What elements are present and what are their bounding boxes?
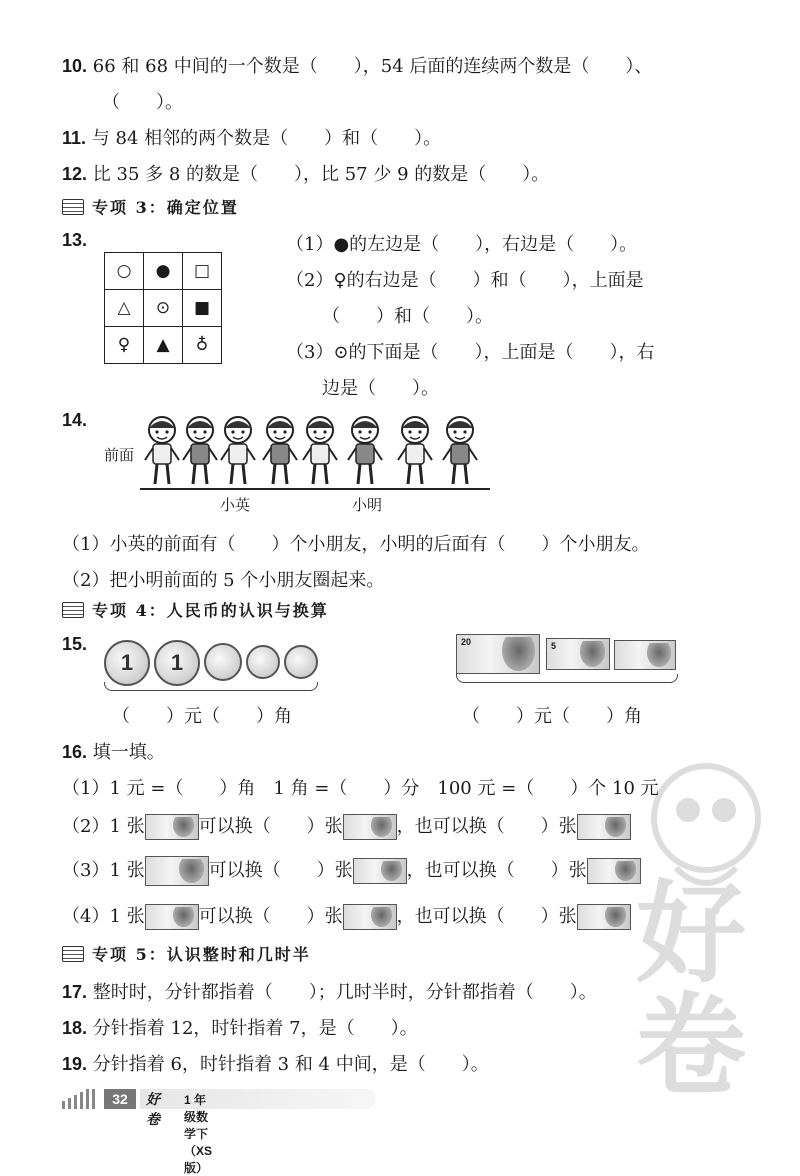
grid-cell: ⊙ — [144, 290, 183, 327]
question-18 — [62, 1014, 418, 1040]
question-14-part-2: （2）把小明前面的 5 个小朋友圈起来。 — [62, 570, 385, 591]
question-number: 12. — [62, 164, 88, 184]
question-number: 15. — [62, 634, 88, 654]
grid-cell: ▲ — [144, 327, 183, 364]
portrait-icon — [647, 643, 671, 667]
watermark-text: 好卷 — [636, 870, 746, 1110]
book-icon — [62, 602, 84, 618]
banknote-5-yuan — [546, 638, 610, 670]
section-header-5 — [62, 942, 311, 965]
brand-watermark — [616, 748, 786, 1108]
grid-cell: ♀ — [105, 327, 144, 364]
banknote-icon — [145, 856, 209, 886]
front-label: 前面 — [104, 446, 135, 464]
question-10 — [62, 52, 652, 78]
question-number: 11. — [62, 128, 87, 148]
portrait-icon — [502, 637, 535, 671]
portrait-icon — [615, 861, 636, 881]
banknote-icon — [587, 858, 641, 884]
question-13 — [62, 230, 87, 251]
note-label: 5 — [551, 641, 557, 651]
note-label: 20 — [461, 637, 472, 647]
section-title: 专项 4：人民币的认识与换算 — [92, 601, 329, 620]
portrait-icon — [173, 907, 194, 927]
coin-label: 1 — [170, 650, 184, 675]
question-16-part-1: （1）1 元 =（ ）角 1 角 =（ ）分 100 元 =（ ）个 10 元 — [62, 778, 659, 799]
xiaoming-label: 小明 — [352, 496, 383, 514]
grid-cell: ○ — [105, 253, 144, 290]
part-text: ，也可以换（ ）张 — [406, 860, 587, 881]
shape-grid — [104, 252, 222, 364]
part-text: 可以换（ ）张 — [208, 860, 353, 881]
portrait-icon — [381, 861, 402, 881]
question-13-part-3: （3）⊙的下面是（ ），上面是（ ），右 — [286, 342, 655, 363]
coin-1-jiao — [246, 645, 280, 679]
part-text: ，也可以换（ ）张 — [396, 906, 577, 927]
question-16-part-2 — [62, 812, 631, 840]
question-16-part-4 — [62, 902, 631, 930]
question-text: 66 和 68 中间的一个数是（ ），54 后面的连续两个数是（ ）、 — [92, 56, 653, 77]
section-header-3 — [62, 195, 239, 218]
part-text: （3）1 张 — [62, 860, 145, 881]
banknote-icon — [145, 814, 199, 840]
banknote-icon — [343, 904, 397, 930]
xiaoying-label: 小英 — [220, 496, 251, 514]
child-figure-icon — [440, 414, 480, 488]
banknote-icon — [577, 904, 631, 930]
portrait-icon — [179, 859, 204, 883]
portrait-icon — [173, 817, 194, 837]
question-text: 与 84 相邻的两个数是（ ）和（ ）。 — [91, 128, 442, 149]
child-figure-icon — [345, 414, 385, 488]
question-text: （ ）。 — [102, 92, 183, 113]
part-text: 可以换（ ）张 — [198, 816, 343, 837]
grid-cell: ♁ — [183, 327, 222, 364]
child-figure-icon — [218, 414, 258, 488]
portrait-icon — [371, 817, 392, 837]
part-text: 可以换（ ）张 — [198, 906, 343, 927]
book-icon — [62, 199, 84, 215]
question-13-part-1: （1）●的左边是（ ），右边是（ ）。 — [286, 234, 638, 255]
banknote-icon — [353, 858, 407, 884]
question-14 — [62, 410, 87, 431]
grid-cell: ■ — [183, 290, 222, 327]
ground-line — [140, 488, 490, 490]
banknote-20-yuan — [456, 634, 540, 674]
portrait-icon — [371, 907, 392, 927]
coin-1-yuan — [104, 640, 150, 686]
bars-decoration-icon — [60, 1089, 100, 1109]
question-17 — [62, 978, 597, 1004]
question-number: 14. — [62, 410, 88, 430]
part-text: （2）1 张 — [62, 816, 145, 837]
mascot-watermark-icon — [616, 748, 786, 1108]
question-text: 分针指着 12，时针指着 7，是（ ）。 — [92, 1018, 418, 1039]
question-number: 19. — [62, 1054, 88, 1074]
question-15 — [62, 634, 87, 655]
grid-cell: □ — [183, 253, 222, 290]
question-14-part-1: （1）小英的前面有（ ）个小朋友，小明的后面有（ ）个小朋友。 — [62, 534, 650, 555]
question-15-answer-left: （ ）元（ ）角 — [112, 706, 292, 727]
portrait-icon — [605, 907, 626, 927]
question-number: 17. — [62, 982, 88, 1002]
child-figure-icon — [395, 414, 435, 488]
section-header-4 — [62, 598, 329, 621]
question-16 — [62, 738, 165, 764]
question-15-answer-right: （ ）元（ ）角 — [462, 706, 642, 727]
part-text: （4）1 张 — [62, 906, 145, 927]
child-figure-icon — [260, 414, 300, 488]
section-title: 专项 5：认识整时和几时半 — [92, 945, 311, 964]
question-title: 填一填。 — [92, 742, 165, 763]
coin-1-yuan — [154, 640, 200, 686]
question-10-continued — [102, 88, 183, 114]
grid-cell: ● — [144, 253, 183, 290]
book-title: 1 年级数学下（XS 版） — [184, 1093, 213, 1175]
grid-cell: △ — [105, 290, 144, 327]
section-title: 专项 3：确定位置 — [92, 198, 239, 217]
coin-label: 1 — [120, 650, 134, 675]
banknote-icon — [577, 814, 631, 840]
question-11 — [62, 124, 441, 150]
question-text: 比 35 多 8 的数是（ ），比 57 少 9 的数是（ ）。 — [92, 164, 550, 185]
question-text: 整时时，分针都指着（ ）；几时半时，分针都指着（ ）。 — [92, 982, 597, 1003]
brand-logo: 好卷 — [146, 1092, 160, 1128]
question-number: 16. — [62, 742, 88, 762]
portrait-icon — [605, 817, 626, 837]
question-13-part-3-continued: 边是（ ）。 — [322, 378, 439, 399]
child-figure-icon — [300, 414, 340, 488]
banknote-icon — [145, 904, 199, 930]
child-figure-icon — [142, 414, 182, 488]
part-text: ，也可以换（ ）张 — [396, 816, 577, 837]
page-number: 32 — [104, 1089, 136, 1109]
question-19 — [62, 1050, 489, 1076]
question-number: 18. — [62, 1018, 88, 1038]
brace — [104, 682, 318, 691]
portrait-icon — [580, 641, 605, 667]
coin-1-jiao — [284, 645, 318, 679]
banknote-icon — [343, 814, 397, 840]
coin-5-jiao — [204, 643, 242, 681]
child-figure-icon — [180, 414, 220, 488]
question-number: 10. — [62, 56, 88, 76]
question-13-part-2-continued: （ ）和（ ）。 — [322, 306, 493, 327]
question-number: 13. — [62, 230, 88, 250]
question-13-part-2: （2）♀的右边是（ ）和（ ），上面是 — [286, 270, 644, 291]
banknote-small — [614, 640, 676, 670]
question-12 — [62, 160, 549, 186]
brace — [456, 674, 678, 683]
question-16-part-3 — [62, 856, 641, 886]
question-text: 分针指着 6，时针指着 3 和 4 中间，是（ ）。 — [92, 1054, 489, 1075]
book-icon — [62, 946, 84, 962]
